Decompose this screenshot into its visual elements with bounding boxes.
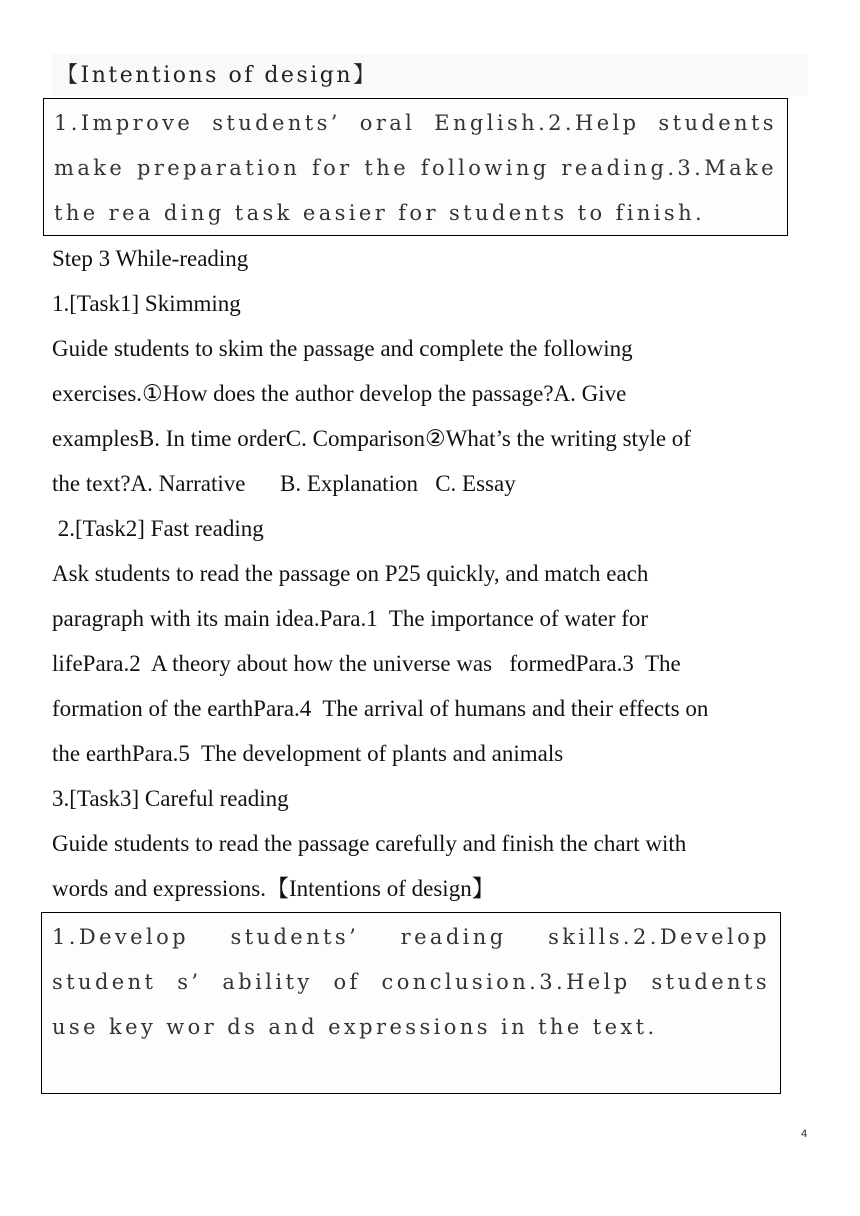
step-heading: Step 3 While-reading — [52, 246, 249, 271]
task2-heading: 2.[Task2] Fast reading — [52, 516, 264, 541]
intentions-heading: 【Intentions of design】 — [52, 54, 808, 96]
task1-heading: 1.[Task1] Skimming — [52, 291, 241, 316]
page-number: 4 — [801, 1128, 808, 1140]
body-line: paragraph with its main idea.Para.1 The importance of water for — [52, 606, 649, 631]
task3-heading: 3.[Task3] Careful reading — [52, 786, 289, 811]
body-line: the earthPara.5 The development of plants and animals — [52, 741, 564, 766]
body-line: Ask students to read the passage on P25 quickly, and match each — [52, 561, 649, 586]
body-line: Guide students to skim the passage and complete the following — [52, 336, 633, 361]
body-line: Guide students to read the passage carefully and finish the chart with — [52, 831, 687, 856]
body-line: examplesB. In time orderC. Comparison②What’s the writing style of — [52, 426, 691, 451]
body-text — [52, 236, 812, 911]
intentions-box-2: 1.Develop students’ reading skills.2.Develop student s’ ability of conclusion.3.Help students use key wor ds and expressions in the text. — [41, 912, 781, 1094]
body-line: formation of the earthPara.4 The arrival of humans and their effects on — [52, 696, 709, 721]
body-line: the text?A. Narrative B. Explanation C. Essay — [52, 471, 516, 496]
body-line: lifePara.2 A theory about how the universe was formedPara.3 The — [52, 651, 681, 676]
body-line: exercises.①How does the author develop the passage?A. Give — [52, 381, 627, 406]
body-line: words and expressions.【Intentions of design】 — [52, 876, 495, 901]
intentions-box-1: 1.Improve students’ oral English.2.Help students make preparation for the following reading.3.Make the rea ding task easier for students to finish. — [43, 98, 788, 236]
